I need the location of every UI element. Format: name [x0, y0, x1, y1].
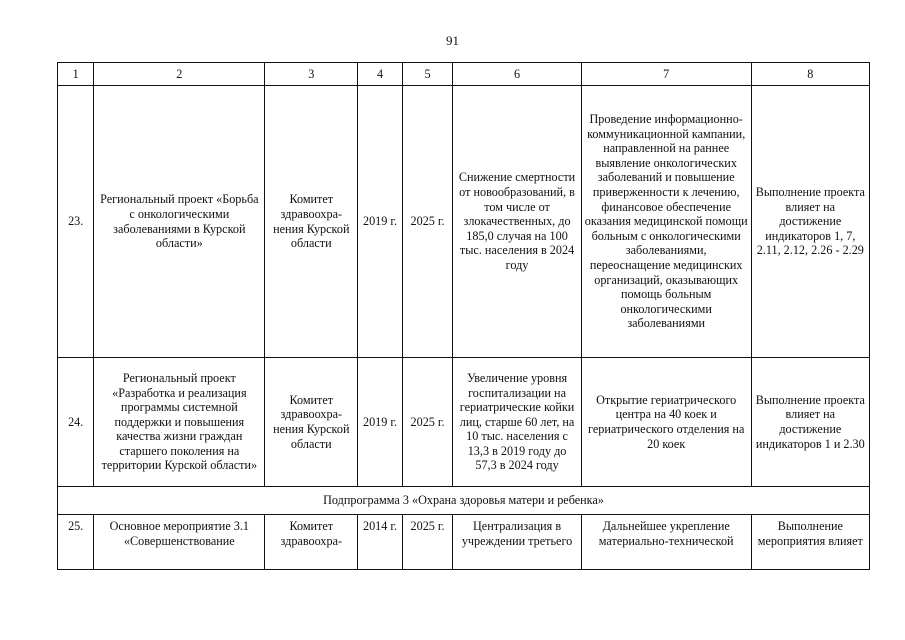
main-directions: Проведение информационно-коммуникационной кампании, направленной на раннее выявление онкологических заболеваний и повышение приверженности к лечению, финансовое обеспечение оказания медицинской помощи больным с онкологическими заболеваниями, переоснащение медицинских организаций, оказывающих помощь больным онкологическими заболеваниями — [581, 86, 751, 358]
header-cell: 7 — [581, 63, 751, 86]
page-number: 91 — [446, 33, 459, 48]
header-cell: 3 — [265, 63, 358, 86]
header-cell: 6 — [453, 63, 581, 86]
row-number: 25. — [58, 515, 94, 570]
measure-name: Региональный проект «Разработка и реализация программы системной поддержки и повышения качества жизни граждан старшего поколения на территории Курской области» — [94, 358, 265, 487]
subprogram-row — [58, 487, 870, 515]
main-directions: Открытие гериатрического центра на 40 коек и гериатрического отделения на 20 коек — [581, 358, 751, 487]
table-row — [58, 86, 870, 358]
header-cell: 1 — [58, 63, 94, 86]
indicator-link: Выполнение мероприятия влияет — [751, 515, 869, 570]
table-row — [58, 358, 870, 487]
header-row — [58, 63, 870, 86]
measure-name: Основное мероприятие 3.1 «Совершенствование — [94, 515, 265, 570]
end-year: 2025 г. — [402, 515, 453, 570]
expected-result: Централизация в учреждении третьего — [453, 515, 581, 570]
expected-result: Увеличение уровня госпитализации на гериатрические койки лиц, старше 60 лет, на 10 тыс. населения с 13,3 в 2019 году до 57,3 в 2024 году — [453, 358, 581, 487]
header-cell: 4 — [358, 63, 402, 86]
main-directions: Дальнейшее укрепление материально-технической — [581, 515, 751, 570]
header-cell: 8 — [751, 63, 869, 86]
program-table — [57, 62, 870, 570]
row-number: 23. — [58, 86, 94, 358]
executor: Комитет здравоохра-нения Курской области — [265, 358, 358, 487]
start-year: 2014 г. — [358, 515, 402, 570]
end-year: 2025 г. — [402, 358, 453, 487]
table-row — [58, 515, 870, 570]
start-year: 2019 г. — [358, 86, 402, 358]
expected-result: Снижение смертности от новообразований, в том числе от злокачественных, до 185,0 случая на 100 тыс. населения в 2024 году — [453, 86, 581, 358]
executor: Комитет здравоохра- — [265, 515, 358, 570]
row-number: 24. — [58, 358, 94, 487]
header-cell: 2 — [94, 63, 265, 86]
indicator-link: Выполнение проекта влияет на достижение индикаторов 1, 7, 2.11, 2.12, 2.26 - 2.29 — [751, 86, 869, 358]
start-year: 2019 г. — [358, 358, 402, 487]
measure-name: Региональный проект «Борьба с онкологическими заболеваниями в Курской области» — [94, 86, 265, 358]
executor: Комитет здравоохра-нения Курской области — [265, 86, 358, 358]
subprogram-title: Подпрограмма 3 «Охрана здоровья матери и ребенка» — [58, 487, 870, 515]
indicator-link: Выполнение проекта влияет на достижение индикаторов 1 и 2.30 — [751, 358, 869, 487]
header-cell: 5 — [402, 63, 453, 86]
end-year: 2025 г. — [402, 86, 453, 358]
